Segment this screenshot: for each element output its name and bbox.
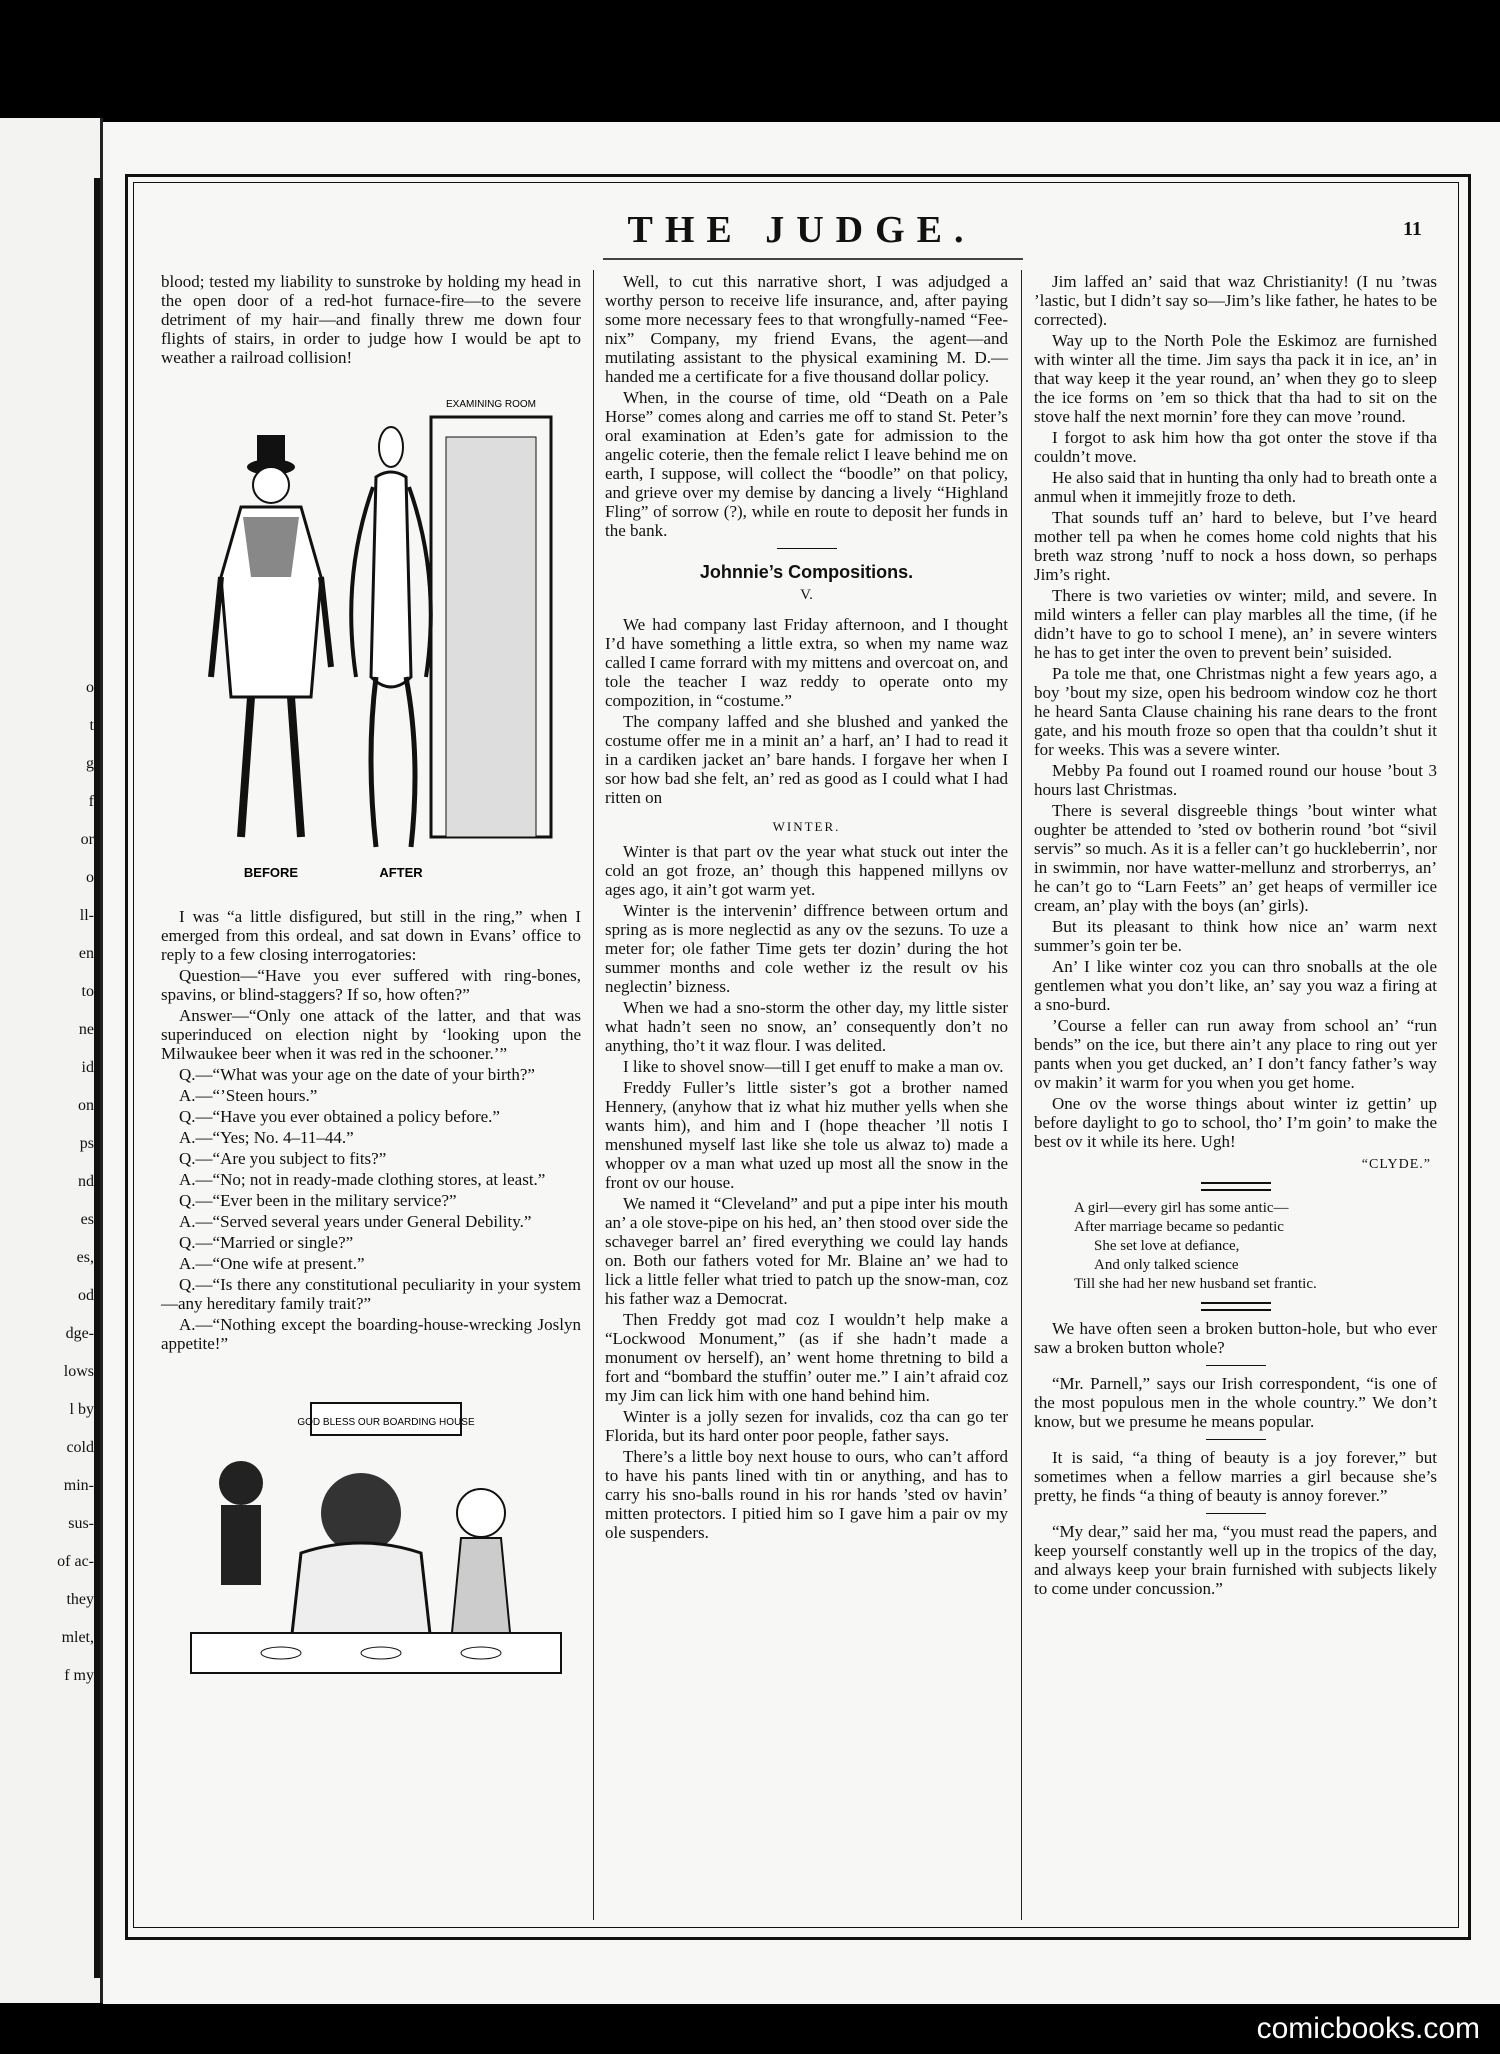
- column-rule-2: [1021, 270, 1022, 1920]
- paragraph: “My dear,” said her ma, “you must read the papers, and keep yourself constantly well up in the tropics of the day, and always keep your brain furnished with subjects likely to come under concussion.”: [1034, 1522, 1437, 1598]
- poem-line: After marriage became so pedantic: [1074, 1219, 1284, 1235]
- poem-line: She set love at defiance,: [1094, 1238, 1240, 1254]
- adjacent-page-fragment: f my: [64, 1667, 94, 1684]
- interview-paragraph: A.—“One wife at present.”: [179, 1254, 365, 1273]
- paragraph: An’ I like winter coz you can thro snoballs at the ole gentlemen what you don’t like, an’ say you waz a firing at a sno-burd.: [1034, 957, 1437, 1014]
- paragraph: There is several disgreeble things ’bout winter what oughter be attended to ’sted ov botherin round ’bot “sivil servis” so much. As it is a feller can’t go huckleberrin’, nor in swimmin, nor have watter-mellunz and strorberrys, an’ he can’t go to “Larn Feets” an’ get heaps of vermiller ice cream, an’ play with the boys (an’ girls).: [1034, 801, 1437, 915]
- adjacent-page-fragment: mlet,: [61, 1629, 94, 1646]
- paragraph: He also said that in hunting tha only had to breath onte a anmul when it immejitly froze to deth.: [1034, 468, 1437, 506]
- adjacent-page-fragment: to: [81, 983, 94, 1000]
- masthead-title: THE JUDGE.: [627, 209, 976, 251]
- interview-paragraph: Q.—“Is there any constitutional peculiarity in your system—any hereditary family trait?”: [161, 1275, 581, 1313]
- item-rule: [1206, 1365, 1266, 1366]
- paragraph: Winter is the intervenin’ diffrence between ortum and spring as is more neglectid as any ov the sezuns. To uze a meter for; ole father Time gets ter dozin’ during the hot summer months and cole wether iz the result ov his neglectin’ bizness.: [605, 901, 1008, 996]
- interview-paragraph: A.—“Served several years under General Debility.”: [179, 1212, 532, 1231]
- adjacent-page-rule: [94, 178, 100, 1978]
- adjacent-page-fragment: ps: [79, 1135, 94, 1152]
- paragraph: We have often seen a broken button-hole, but who ever saw a broken button whole?: [1034, 1319, 1437, 1357]
- adjacent-page-fragment: es: [80, 1211, 94, 1228]
- paragraph: There’s a little boy next house to ours, who can’t afford to have his pants lined with tin or anything, and has to carry his sno-balls round in his ror hands ’sted ov havin’ mitten protectors. I pitied him so I gave him a pair ov my ole suspenders.: [605, 1447, 1008, 1542]
- paragraph: I forgot to ask him how tha got onter the stove if tha couldn’t move.: [1034, 428, 1437, 466]
- paragraph: When, in the course of time, old “Death on a Pale Horse” comes along and carries me off to stand St. Peter’s oral examination at Eden’s gate for admission to the angelic coterie, then the female relict I leave behind me on earth, I suppose, will collect the “boodle” on that policy, and grieve over my demise by dancing a lively “Highland Fling” of sorrow (?), while en route to deposit her funds in the bank.: [605, 388, 1008, 540]
- paragraph: It is said, “a thing of beauty is a joy forever,” but sometimes when a fellow marries a girl because she’s pretty, he finds “a thing of beauty is annoy forever.”: [1034, 1448, 1437, 1505]
- illustration-sign-boarding: GOD BLESS OUR BOARDING HOUSE: [297, 1417, 475, 1428]
- paragraph: That sounds tuff an’ hard to beleve, but I’ve heard mother tell pa when he comes home cold nights that his breth waz strong ’nuff to nock a hoss down, so perhaps Jim’s right.: [1034, 508, 1437, 584]
- interview-paragraph: Q.—“Married or single?”: [179, 1233, 354, 1252]
- adjacent-page-fragment: min-: [63, 1477, 94, 1494]
- adjacent-page-fragment: or: [80, 831, 94, 848]
- illustration-before-after: [161, 377, 581, 897]
- interview-paragraphs: [161, 907, 581, 1353]
- double-rule: [1201, 1302, 1271, 1311]
- column-1: [161, 272, 581, 1703]
- paragraph: We named it “Cleveland” and put a pipe inter his mouth an’ a ole stove-pipe on his hed, an’ then stood over side the schaveger barrel an’ fired everything we could lay hands on. Both our fathers voted for Mr. Blaine an’ we had to lick a little feller what tried to patch up the snow-man, coz his father waz a Democrat.: [605, 1194, 1008, 1308]
- illustration-label-before: BEFORE: [243, 865, 299, 880]
- paragraph: Pa tole me that, one Christmas night a few years ago, a boy ’bout my size, open his bedroom window coz he thort he heard Santa Clause chaining his rane dears to the front gate, and his mouth froze so open that tha couldn’t shut it for weeks. This was a severe winter.: [1034, 664, 1437, 759]
- illustration-boarding-house: [161, 1363, 581, 1693]
- poem-line: Till she had her new husband set frantic.: [1074, 1276, 1317, 1292]
- poem-line: A girl—every girl has some antic—: [1074, 1200, 1289, 1216]
- adjacent-page-fragment: o: [86, 869, 94, 886]
- interview-paragraph: Q.—“Ever been in the military service?”: [179, 1191, 457, 1210]
- paragraph: But its pleasant to think how nice an’ warm next summer’s goin ter be.: [1034, 917, 1437, 955]
- paragraph: Winter is that part ov the year what stuck out inter the cold an got froze, an’ though this happened millyns ov ages ago, it ain’t got warm yet.: [605, 842, 1008, 899]
- adjacent-page-fragment: od: [78, 1287, 94, 1304]
- page-number: 11: [1403, 218, 1422, 240]
- adjacent-page-fragment: g: [86, 755, 94, 772]
- adjacent-page-fragment: dge-: [65, 1325, 94, 1342]
- adjacent-page-fragment: l by: [69, 1401, 94, 1418]
- adjacent-page-fragment: ne: [78, 1021, 94, 1038]
- adjacent-page-fragment: of ac-: [57, 1553, 94, 1570]
- interview-paragraph: Q.—“What was your age on the date of your birth?”: [179, 1065, 535, 1084]
- before-after-drawing: [161, 377, 581, 897]
- adjacent-page-edge: [0, 118, 103, 2003]
- signature: “CLYDE.”: [1361, 1157, 1431, 1172]
- adjacent-page-fragment: ll-: [79, 907, 94, 924]
- interview-paragraph: Q.—“Have you ever obtained a policy before.”: [179, 1107, 500, 1126]
- interview-paragraph: Q.—“Are you subject to fits?”: [179, 1149, 387, 1168]
- scan-border-top: [0, 0, 1500, 128]
- poem-line: And only talked science: [1094, 1257, 1239, 1273]
- paragraph: ’Course a feller can run away from school an’ “run bends” on the ice, but there ain’t any place to ring out yer pants when you get ducked, an’ I don’t fancy father’s way ov makin’ it warm for you when you get home.: [1034, 1016, 1437, 1092]
- paragraph: The company laffed and she blushed and yanked the costume offer me in a minit an’ a harf, an’ I had to read it in a cardiken jacket an’ bare hands. I forgave her when I sor how bad she felt, an’ red as good as I could what I had ritten on: [605, 712, 1008, 807]
- interview-paragraph: A.—“’Steen hours.”: [179, 1086, 318, 1105]
- adjacent-page-fragment: id: [81, 1059, 94, 1076]
- illustration-label-after: AFTER: [379, 865, 423, 880]
- paragraph: Then Freddy got mad coz I wouldn’t help make a “Lockwood Monument,” (as if she hadn’t made a monument ov herself), an’ went home thretning to bild a fort and “bombard the stuffin’ outer me.” I ain’t afraid coz my Jim can lick him with one hand behind him.: [605, 1310, 1008, 1405]
- paragraph: I like to shovel snow—till I get enuff to make a man ov.: [623, 1057, 1004, 1076]
- watermark: comicbooks.com: [1256, 2012, 1480, 2045]
- adjacent-page-fragment: sus-: [68, 1515, 94, 1532]
- adjacent-page-fragment: en: [78, 945, 94, 962]
- adjacent-page-fragment: t: [89, 717, 94, 734]
- interview-paragraph: Answer—“Only one attack of the latter, and that was superinduced on election night by ‘looking upon the Milwaukee beer when it was red in the schooner.’”: [161, 1006, 581, 1063]
- paragraph: There is two varieties ov winter; mild, and severe. In mild winters a feller can play marbles all the time, (if he didn’t have to go to school I mene), an’ in severe winters he has to get inter the oven to prevent bein’ suisided.: [1034, 586, 1437, 662]
- interview-paragraph: I was “a little disfigured, but still in the ring,” when I emerged from this ordeal, and sat down in Evans’ office to reply to a few closing interrogatories:: [161, 907, 581, 964]
- adjacent-page-fragment: nd: [78, 1173, 94, 1190]
- paragraph: Winter is a jolly sezen for invalids, coz tha can go ter Florida, but its hard onter poor people, father says.: [605, 1407, 1008, 1445]
- adjacent-page-fragment: f: [88, 793, 94, 810]
- column-2: [605, 272, 1008, 1544]
- paragraph: We had company last Friday afternoon, and I thought I’d have something a little extra, so when my name waz called I came forrard with my mittens and overcoat on, and tole the teacher I waz reddy to operate onto my compozition, in “costume.”: [605, 615, 1008, 710]
- section-rule: [777, 548, 837, 549]
- paragraph: Well, to cut this narrative short, I was adjudged a worthy person to receive life insurance, and, after paying some more necessary fees to that wrongfully-named “Fee-nix” Company, my friend Evans, the agent—and mutilating assistant to the physical examining M. D.—handed me a certificate for a five thousand dollar policy.: [605, 272, 1008, 386]
- subheading-winter: WINTER.: [772, 819, 841, 834]
- newspaper-page: [103, 122, 1500, 2004]
- poem: [1074, 1199, 1437, 1294]
- paragraph: Way up to the North Pole the Eskimoz are furnished with winter all the time. Jim says tha pack it in ice, an’ in that way keep it the year round, an’ when they go to sleep the ice forms on ’em so thick that tha had to sit on the stove half the next mornin’ fore they can move ’round.: [1034, 331, 1437, 426]
- section-number: V.: [800, 587, 813, 603]
- column-rule-1: [593, 270, 594, 1920]
- paragraph: One ov the worse things about winter iz gettin’ up before daylight to go to school, tho’ I’m goin’ to make the best ov it while its here. Ugh!: [1034, 1094, 1437, 1151]
- interview-paragraph: A.—“Nothing except the boarding-house-wrecking Joslyn appetite!”: [161, 1315, 581, 1353]
- double-rule: [1201, 1182, 1271, 1191]
- adjacent-page-fragment: cold: [66, 1439, 94, 1456]
- adjacent-page-fragment: lows: [63, 1363, 94, 1380]
- masthead-rule: [603, 258, 1023, 260]
- paragraph: Freddy Fuller’s little sister’s got a brother named Hennery, (anyhow that iz what hiz muther yells when she wants him), and him and I (hope theacher ’ll notis I menshuned myself last like she tole us alwaz to) made a whopper ov a man what uzed up most all the snow in the front ov our house.: [605, 1078, 1008, 1192]
- section-title: Johnnie’s Compositions.: [699, 562, 914, 582]
- paragraph: Mebby Pa found out I roamed round our house ’bout 3 hours last Christmas.: [1034, 761, 1437, 799]
- adjacent-page-fragment: they: [66, 1591, 94, 1608]
- item-rule: [1206, 1513, 1266, 1514]
- column-3: [1034, 272, 1437, 1600]
- paragraph: Jim laffed an’ said that waz Christianity! (I nu ’twas ’lastic, but I didn’t say so—Jim’s like father, he hates to be corrected).: [1034, 272, 1437, 329]
- interview-paragraph: Question—“Have you ever suffered with ring-bones, spavins, or blind-staggers? If so, how often?”: [161, 966, 581, 1004]
- adjacent-page-fragment: on: [78, 1097, 94, 1114]
- paragraph: blood; tested my liability to sunstroke by holding my head in the open door of a red-hot furnace-fire—to the severe detriment of my hair—and finally threw me down four flights of stairs, in order to judge how I would be apt to weather a railroad collision!: [161, 272, 581, 367]
- boarding-house-drawing: [161, 1363, 581, 1693]
- paragraph: “Mr. Parnell,” says our Irish correspondent, “is one of the most populous men in the whole country.” We don’t know, but we presume he means popular.: [1034, 1374, 1437, 1431]
- interview-paragraph: A.—“Yes; No. 4–11–44.”: [179, 1128, 354, 1147]
- interview-paragraph: A.—“No; not in ready-made clothing stores, at least.”: [179, 1170, 546, 1189]
- adjacent-page-fragment: es,: [76, 1249, 94, 1266]
- paragraph: When we had a sno-storm the other day, my little sister what hadn’t seen no snow, an’ consequently don’t no anything, tho’t it waz flour. I was delited.: [605, 998, 1008, 1055]
- illustration-sign-exam: EXAMINING ROOM: [445, 399, 537, 410]
- adjacent-page-fragment: o: [86, 679, 94, 696]
- item-rule: [1206, 1439, 1266, 1440]
